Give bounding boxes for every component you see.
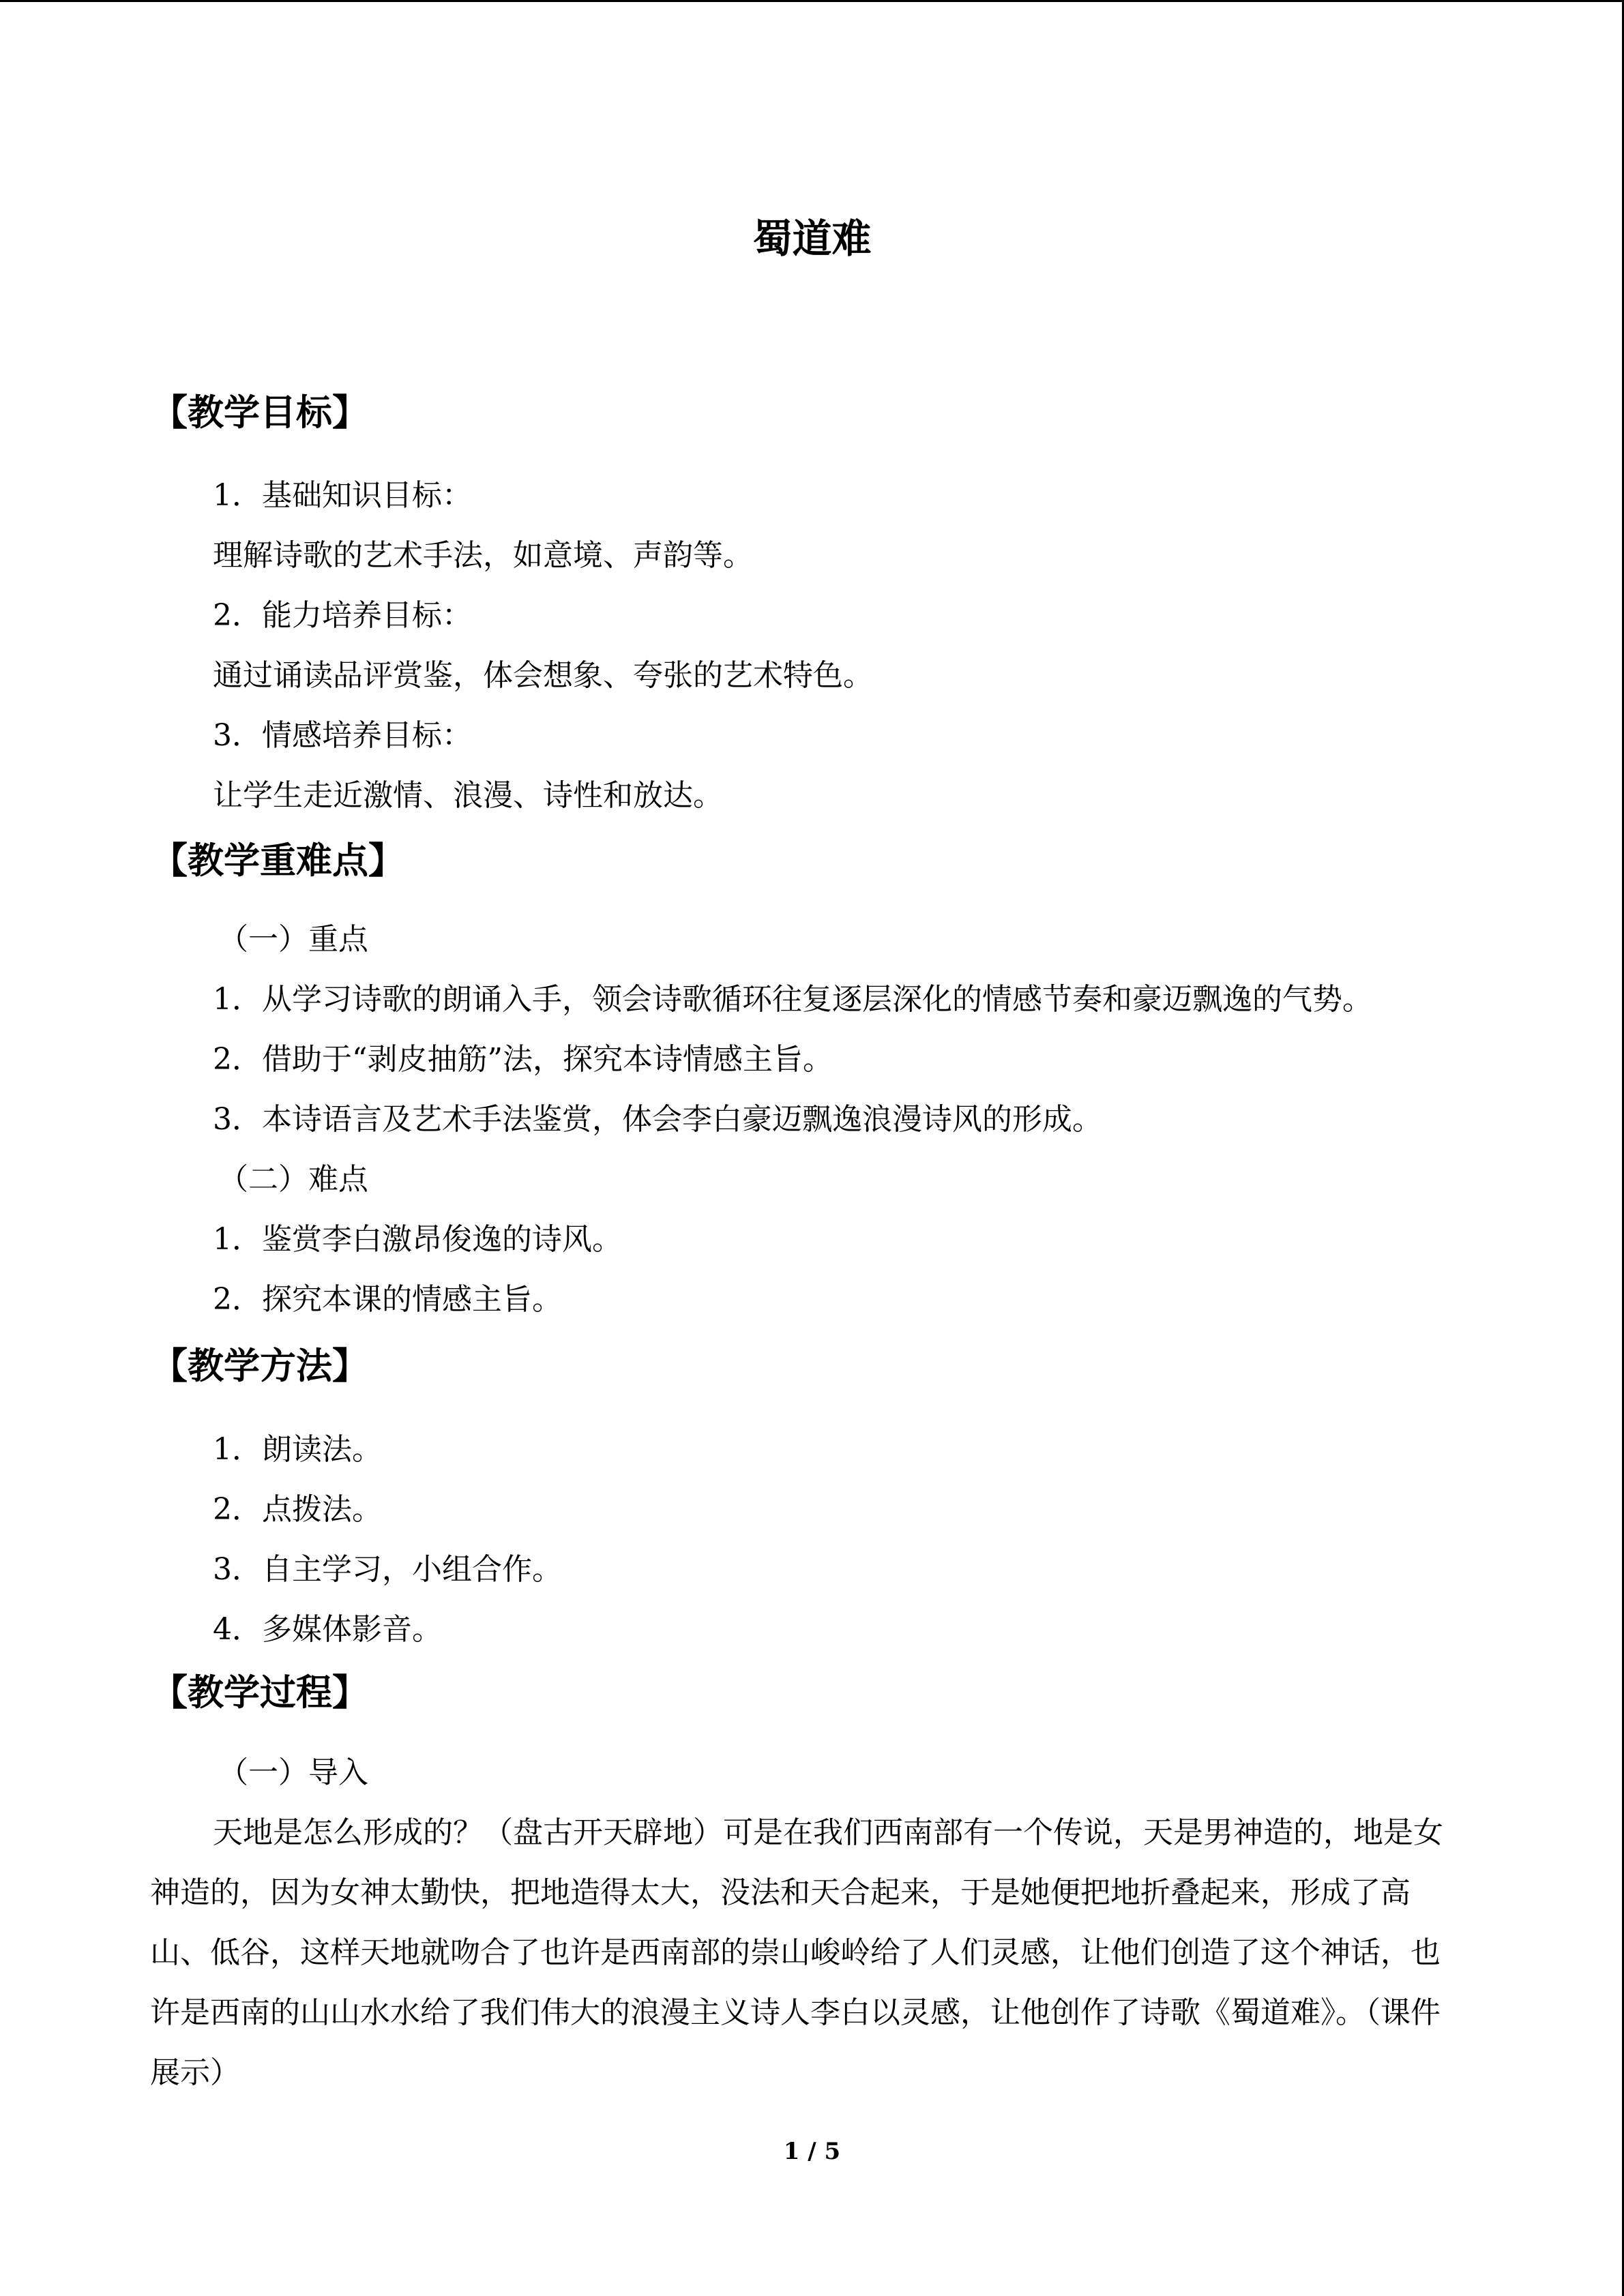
goal-line: 让学生走近激情、浪漫、诗性和放达。 (213, 778, 723, 813)
page-border-top (0, 0, 1624, 2)
method-line: 4．多媒体影音。 (213, 1612, 442, 1647)
method-line: 2．点拨法。 (213, 1492, 382, 1527)
method-line: 3．自主学习，小组合作。 (213, 1552, 562, 1587)
intro-paragraph: 天地是怎么形成的？（盘古开天辟地）可是在我们西南部有一个传说，天是男神造的，地是女神造的，因为女神太勤快，把地造得太大，没法和天合起来，于是她便把地折叠起来，形成了高山、低谷，这样天地就吻合了也许是西南部的崇山峻岭给了人们灵感，让他们创造了这个神话，也许是西南的山山水水给了我们伟大的浪漫主义诗人李白以灵感，让他创作了诗歌《蜀道难》。（课件展示） (150, 1815, 1443, 2090)
key-point-line: 2．借助于“剥皮抽筋”法，探究本诗情感主旨。 (213, 1042, 833, 1077)
section-heading-goals: 【教学目标】 (151, 391, 368, 434)
method-line: 1．朗读法。 (213, 1432, 382, 1467)
goal-line: 1．基础知识目标： (213, 478, 472, 513)
page-title: 蜀道难 (752, 215, 872, 262)
section-heading-key-points: 【教学重难点】 (151, 839, 404, 882)
key-point-line: 1．从学习诗歌的朗诵入手，领会诗歌循环往复逐层深化的情感节奏和豪迈飘逸的气势。 (213, 982, 1372, 1017)
goal-line: 3．情感培养目标： (213, 718, 472, 753)
goal-line: 理解诗歌的艺术手法，如意境、声韵等。 (213, 538, 753, 573)
subheading-intro: （一）导入 (218, 1755, 368, 1790)
difficulty-line: 2．探究本课的情感主旨。 (213, 1282, 562, 1317)
page-number: 1 / 5 (783, 2138, 841, 2165)
section-heading-methods: 【教学方法】 (151, 1345, 368, 1387)
key-point-line: 3．本诗语言及艺术手法鉴赏，体会李白豪迈飘逸浪漫诗风的形成。 (213, 1102, 1102, 1137)
difficulty-line: 1．鉴赏李白激昂俊逸的诗风。 (213, 1222, 622, 1257)
subheading-key: （一）重点 (218, 922, 368, 957)
goal-line: 通过诵读品评赏鉴，体会想象、夸张的艺术特色。 (213, 658, 873, 693)
goal-line: 2．能力培养目标： (213, 598, 472, 633)
subheading-difficulty: （二）难点 (218, 1162, 368, 1197)
section-heading-process: 【教学过程】 (151, 1671, 368, 1714)
